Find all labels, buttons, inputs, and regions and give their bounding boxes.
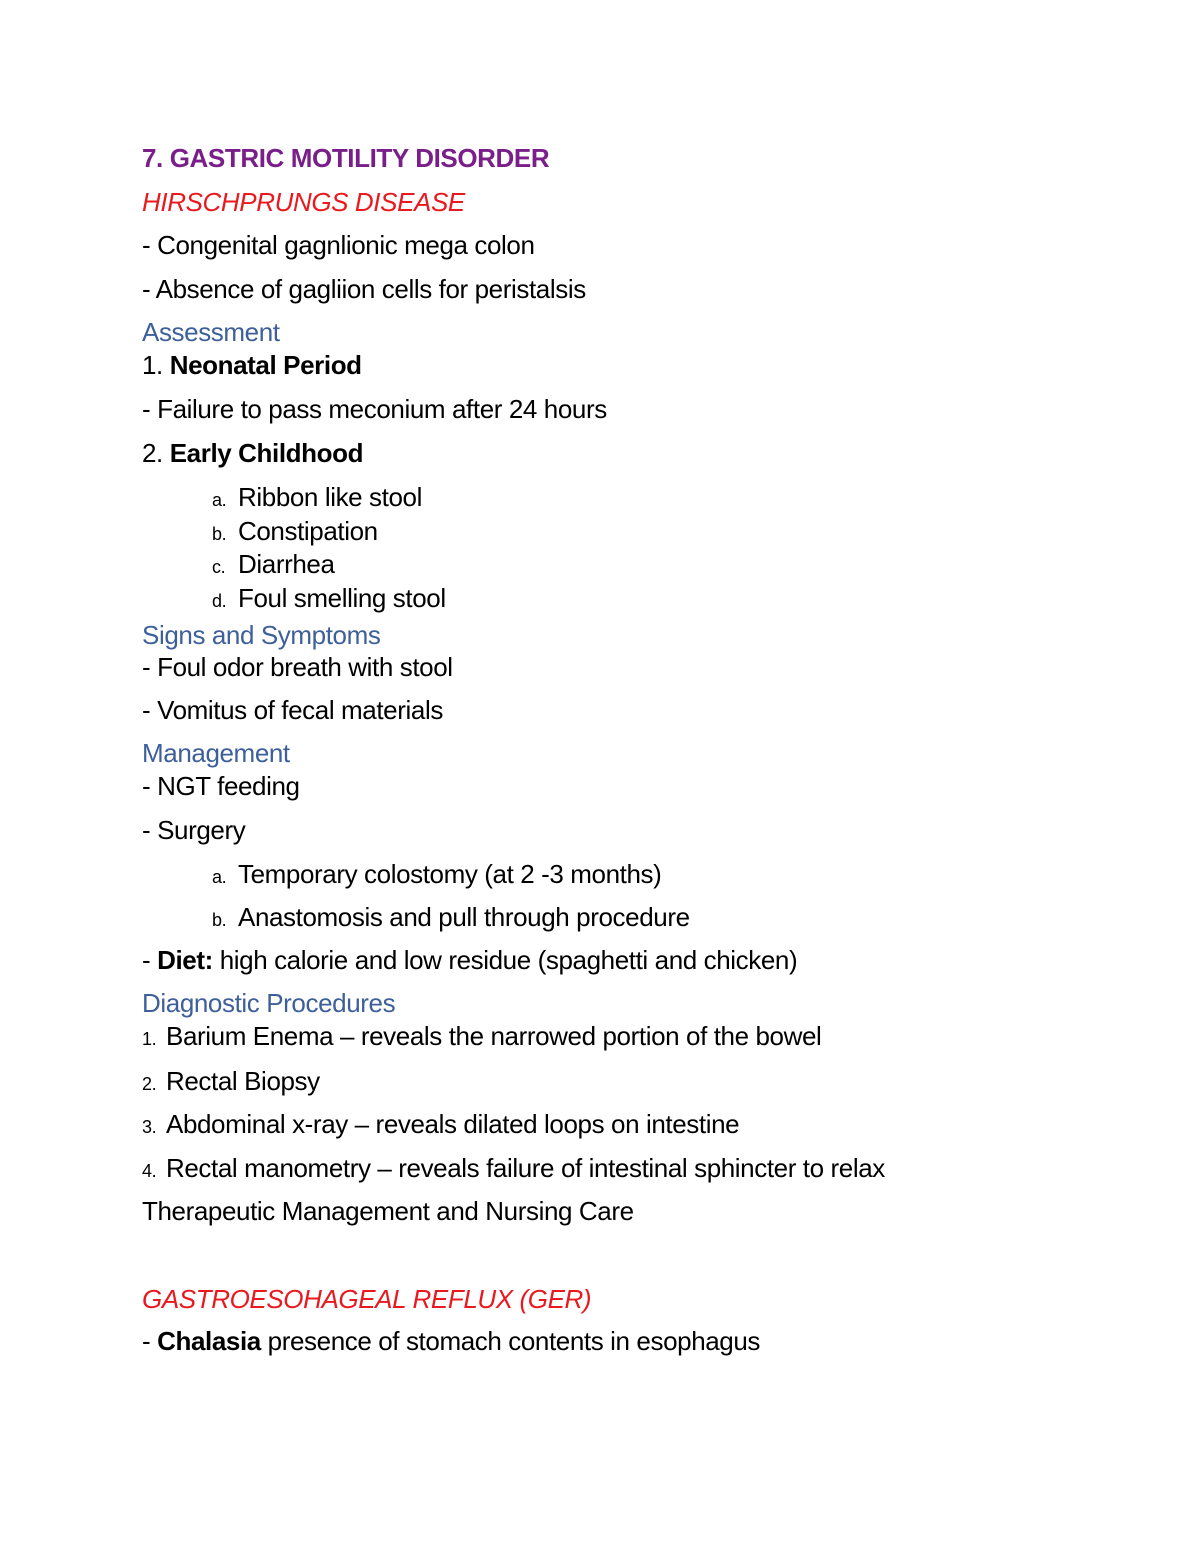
definition-line: - Congenital gagnlionic mega colon (142, 230, 535, 260)
list-item (212, 516, 378, 549)
diet-prefix: - (142, 945, 158, 975)
diagnostic-heading: Diagnostic Procedures (142, 988, 396, 1018)
early-childhood-item (142, 438, 363, 468)
diagnostic-item (142, 1109, 739, 1142)
neonatal-period-label: Neonatal Period (169, 350, 362, 380)
list-item (212, 549, 335, 582)
list-marker: d. (212, 591, 227, 611)
list-item-text: Abdominal x-ray – reveals dilated loops on intestine (166, 1109, 740, 1139)
list-item-text: Barium Enema – reveals the narrowed portion of the bowel (166, 1021, 822, 1051)
ger-prefix: - (142, 1326, 158, 1356)
ger-text: presence of stomach contents in esophagus (260, 1326, 761, 1356)
disease-title-hirschsprung: HIRSCHPRUNGS DISEASE (142, 187, 465, 217)
list-marker: a. (212, 867, 227, 887)
list-marker: 1. (142, 1029, 157, 1049)
diet-text: high calorie and low residue (spaghetti and chicken) (212, 945, 798, 975)
list-item (212, 482, 422, 515)
list-item-text: Foul smelling stool (238, 583, 446, 613)
ger-term: Chalasia (157, 1326, 261, 1356)
list-item-text: Rectal manometry – reveals failure of intestinal sphincter to relax (166, 1153, 885, 1183)
assessment-heading: Assessment (142, 317, 280, 347)
list-marker: 3. (142, 1117, 157, 1137)
surgery-sub-item (212, 902, 690, 935)
management-item: - Surgery (142, 815, 246, 845)
list-marker: a. (212, 490, 227, 510)
management-heading: Management (142, 738, 290, 768)
diet-item (142, 945, 797, 975)
diet-label: Diet: (157, 945, 213, 975)
section-title: 7. GASTRIC MOTILITY DISORDER (142, 143, 550, 173)
ger-definition (142, 1326, 760, 1356)
early-childhood-prefix: 2. (142, 438, 170, 468)
list-item-text: Rectal Biopsy (166, 1066, 320, 1096)
list-item-text: Anastomosis and pull through procedure (238, 902, 690, 932)
symptom-item: - Foul odor breath with stool (142, 652, 453, 682)
list-item-text: Diarrhea (238, 549, 335, 579)
list-marker: 2. (142, 1074, 157, 1094)
therapeutic-heading: Therapeutic Management and Nursing Care (142, 1196, 634, 1226)
list-item-text: Temporary colostomy (at 2 -3 months) (238, 859, 662, 889)
diagnostic-item (142, 1021, 821, 1054)
list-marker: c. (212, 557, 226, 577)
disease-title-ger: GASTROESOHAGEAL REFLUX (GER) (142, 1284, 592, 1314)
list-item-text: Ribbon like stool (238, 482, 422, 512)
signs-symptoms-heading: Signs and Symptoms (142, 620, 381, 650)
surgery-sub-item (212, 859, 661, 892)
definition-line: - Absence of gagliion cells for peristalsis (142, 274, 586, 304)
neonatal-period-prefix: 1. (142, 350, 170, 380)
diagnostic-item (142, 1153, 885, 1186)
diagnostic-item (142, 1066, 320, 1099)
list-item-text: Constipation (238, 516, 378, 546)
neonatal-detail: - Failure to pass meconium after 24 hours (142, 394, 607, 424)
early-childhood-label: Early Childhood (169, 438, 364, 468)
management-item: - NGT feeding (142, 771, 300, 801)
list-item (212, 583, 446, 616)
symptom-item: - Vomitus of fecal materials (142, 695, 443, 725)
neonatal-period-item (142, 350, 362, 380)
list-marker: 4. (142, 1161, 157, 1181)
list-marker: b. (212, 524, 227, 544)
list-marker: b. (212, 910, 227, 930)
